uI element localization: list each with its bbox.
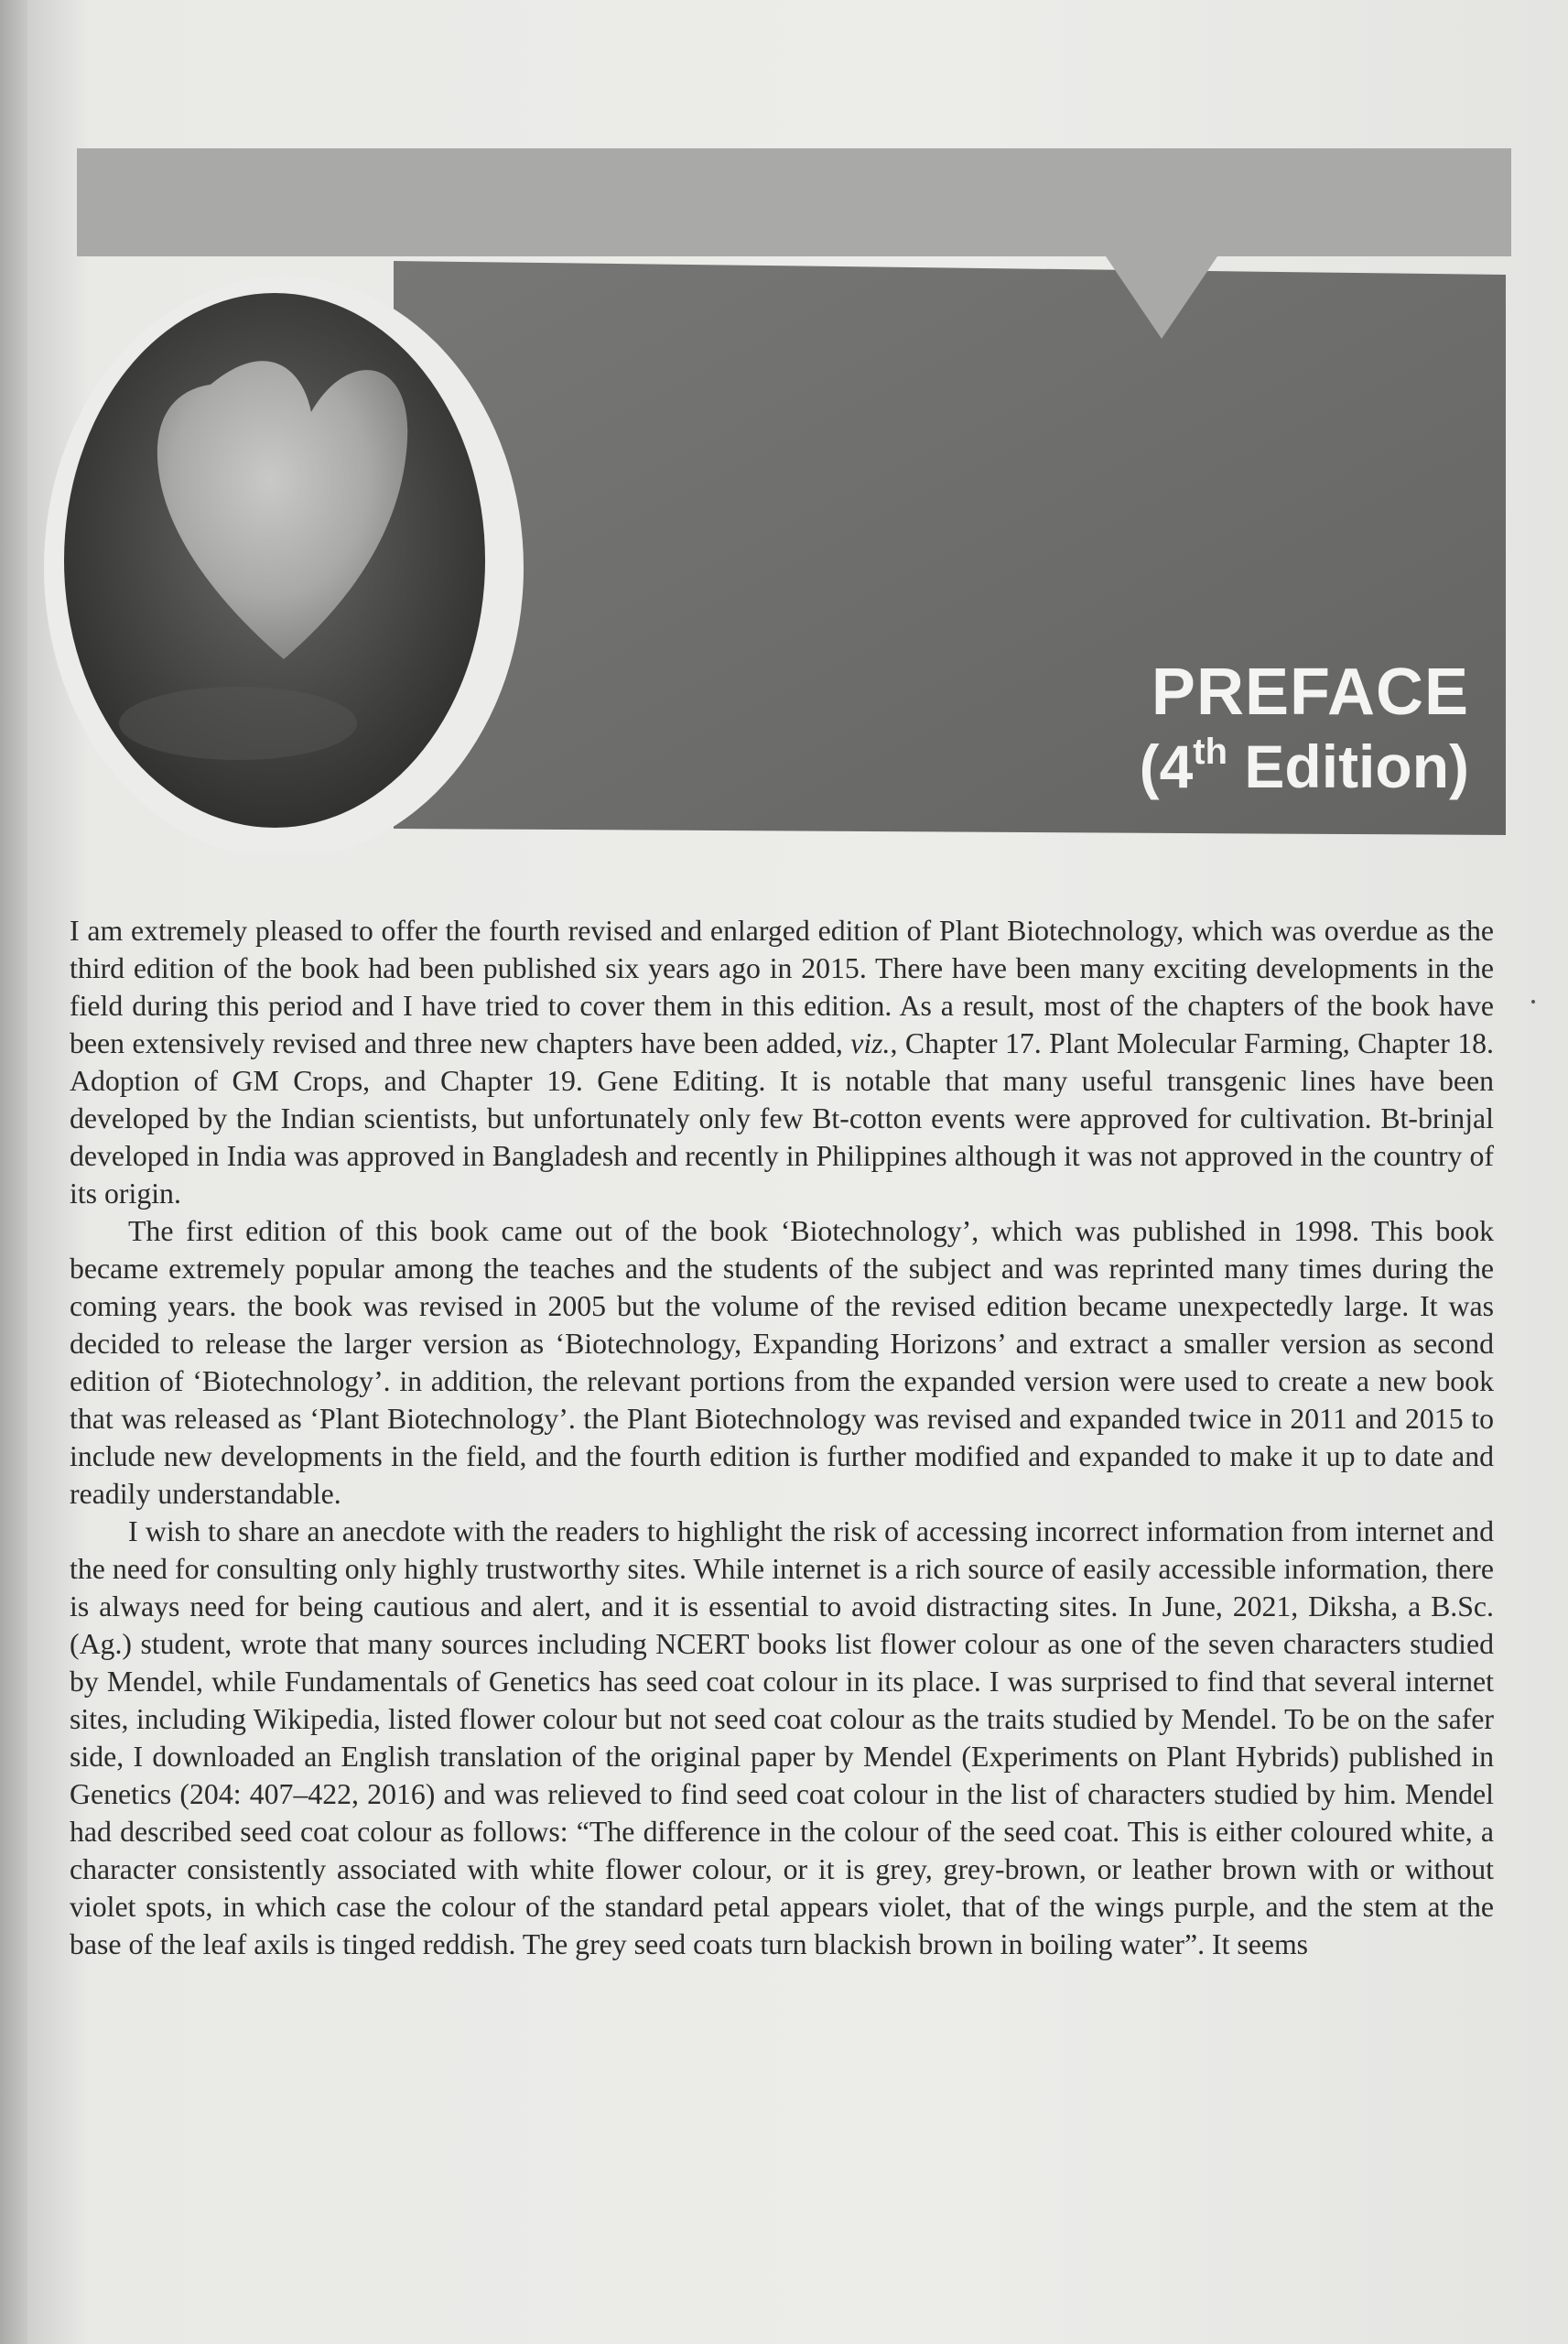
preface-body (70, 912, 1494, 1963)
paragraph-3: I wish to share an anecdote with the readers to highlight the risk of accessing incorrect information from internet and the need for consulting only highly trustworthy sites. While internet is a rich source of easily accessible information, there is always need for being cautious and alert, and it is essential to avoid distracting sites. In June, 2021, Diksha, a B.Sc. (Ag.) student, wrote that many sources including NCERT books list flower colour as one of the seven characters studied by Mendel, while Fundamentals of Genetics has seed coat colour in its place. I was surprised to find that several internet sites, including Wikipedia, listed flower colour but not seed coat colour as the traits studied by Mendel. To be on the safer side, I downloaded an English translation of the original paper by Mendel (Experiments on Plant Hybrids) published in Genetics (204: 407–422, 2016) and was relieved to find seed coat colour in the list of characters studied by him. Mendel had described seed coat colour as follows: “The difference in the colour of the seed coat. This is either coloured white, a character consistently associated with white flower colour, or it is grey, grey-brown, or leather brown with or without violet spots, in which case the colour of the standard petal appears violet, that of the wings purple, and the stem at the base of the leaf axils is tinged reddish. The grey seed coats turn blackish brown in boiling water”. It seems (70, 1515, 1494, 1960)
paragraph-1: I am extremely pleased to offer the fourth revised and enlarged edition of Plant Biotechnology, which was overdue as the third edition of the book had been published six years ago in 2015. There have been many exciting developments in the field during this period and I have tried to cover them in this edition. As a result, most of the chapters of the book have been extensively revised and three new chapters have been added, viz., Chapter 17. Plant Molecular Farming, Chapter 18. Adoption of GM Crops, and Chapter 19. Gene Editing. It is notable that many useful transgenic lines have been developed by the Indian scientists, but unfortunately only few Bt-cotton events were approved for cultivation. Bt-brinjal developed in India was approved in Bangladesh and recently in Philippines although it was not approved in the country of its origin. (70, 915, 1494, 1210)
stray-mark (1531, 1000, 1535, 1004)
paragraph-2: The first edition of this book came out of the book ‘Biotechnology’, which was published in 1998. This book became extremely popular among the teaches and the students of the subject and was reprinted many times during the coming years. the book was revised in 2005 but the volume of the revised edition became unexpectedly large. It was decided to release the larger version as ‘Biotechnology, Expanding Horizons’ and extract a smaller version as second edition of ‘Biotechnology’. in addition, the relevant portions from the expanded version were used to create a new book that was released as ‘Plant Biotechnology’. the Plant Biotechnology was revised and expanded twice in 2011 and 2015 to include new developments in the field, and the fourth edition is further modified and expanded to make it up to date and readily understandable. (70, 1215, 1494, 1510)
top-banner (77, 148, 1511, 256)
preface-heading: PREFACE (1151, 656, 1469, 729)
edition-subheading: (4th Edition) (1139, 731, 1469, 800)
chapter-title (1140, 655, 1469, 802)
heart-shaped-seed-photo-icon (64, 293, 485, 828)
